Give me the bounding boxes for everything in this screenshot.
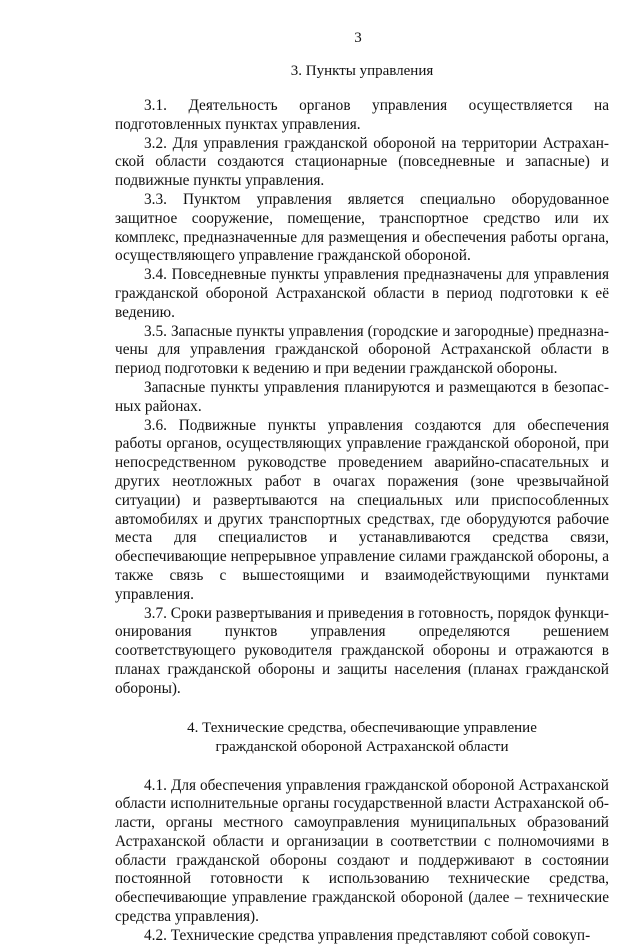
page-number: 3 [354,30,362,46]
document-body [115,62,609,946]
section-3-heading: 3. Пункты управления [290,63,434,79]
paragraph-3-2: 3.2. Для управления гражданской обороной на территории Астраханской области создаются стационарные (повседневные и запасные) и подвижные пункты управления. [115,134,609,190]
section-4-heading [115,719,609,757]
paragraph-3-7: 3.7. Сроки развертывания и приведения в готовность, порядок функционирования пунктов управления определяются решением соответствующего руководителя гражданской обороны и отражаются в планах гражданской обороны и защиты населения (планах гражданской обороны). [115,604,609,697]
section-4-heading-line-2: гражданской обороной Астраханской области [215,738,509,755]
paragraph-4-1: 4.1. Для обеспечения управления гражданской обороной Астраханской области исполнительные органы государственной власти Астраханской области, органы местного самоуправления муниципальных образований Астраханской области и организации в соответствии с полномочиями в области гражданской обороны создают и поддерживают в состоянии постоянной готовности к использованию технические средства, обеспечивающие управление гражданской обороной (далее – технические средства управления). [115,776,609,926]
paragraph-3-4: 3.4. Повседневные пункты управления предназначены для управления гражданской обороной Астраханской области в период подготовки к её ведению. [115,266,609,321]
paragraph-3-6: 3.6. Подвижные пункты управления создаются для обеспечения работы органов, осуществляющих управление гражданской обороной, при непосредственном руководстве проведением аварийно-спасательных и других неотложных работ в очагах поражения (зоне чрезвычайной ситуации) и развертываются на специальных или приспособленных автомобилях и других транспортных средствах, где оборудуются рабочие места для специалистов и устанавливаются средства связи, обеспечивающие непрерывное управление силами гражданской обороны, а также связь с вышестоящими и взаимодействующими пунктами управления. [115,416,609,603]
paragraph-3-5: 3.5. Запасные пункты управления (городские и загородные) предназначены для управления гражданской обороной Астраханской области в период подготовки к ведению и при ведении гражданской обороны. [115,322,609,378]
paragraph-4-2: 4.2. Технические средства управления представляют собой совокуп- [144,926,591,944]
paragraph-3-3: 3.3. Пунктом управления является специально оборудованное защитное сооружение, помещение, транспортное средство или их комплекс, предназначенные для размещения и обеспечения работы органа, осуществляющего управление гражданской обороной. [115,190,609,265]
paragraph-3-5-reserve: Запасные пункты управления планируются и размещаются в безопасных районах. [115,378,609,415]
paragraph-3-1: 3.1. Деятельность органов управления осуществляется на подготовленных пунктах управления. [115,97,609,133]
section-4-heading-line-1: 4. Технические средства, обеспечивающие управление [187,719,537,736]
